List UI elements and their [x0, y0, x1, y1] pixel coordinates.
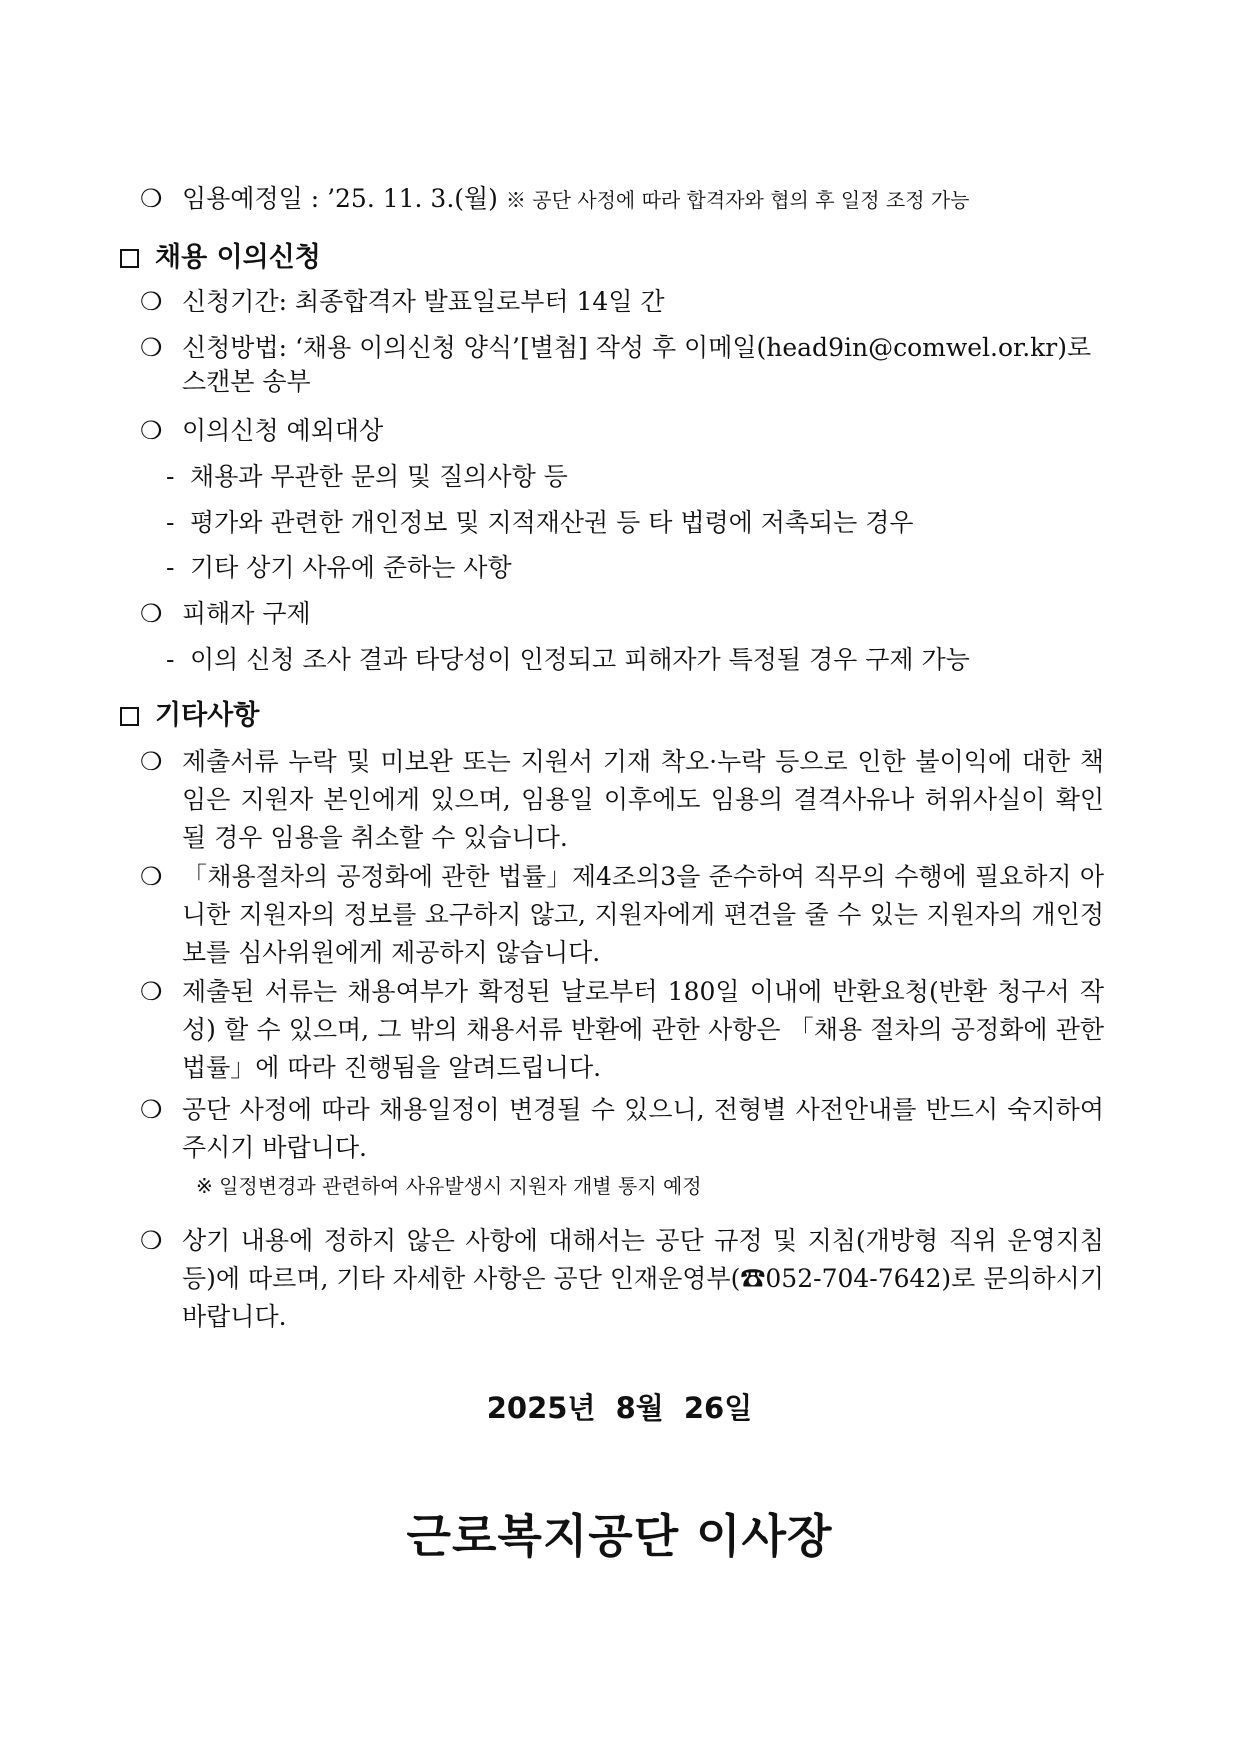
section-title: 채용 이의신청 [155, 242, 321, 273]
misc-item-2: 「채용절차의 공정화에 관한 법률」제4조의3을 준수하여 직무의 수행에 필요하지 아니한 지원자의 정보를 요구하지 않고, 지원자에게 편견을 줄 수 있는 지원자의 개인정보를 심사위원에게 제공하지 않습니다. [182, 862, 1104, 967]
checkbox-square-icon [120, 249, 139, 268]
circle-bullet-icon: ❍ [140, 416, 163, 445]
circle-bullet-icon: ❍ [140, 287, 163, 316]
circle-bullet-icon: ❍ [140, 747, 163, 776]
objection-period: 신청기간: 최종합격자 발표일로부터 14일 간 [182, 287, 665, 316]
misc-item-1: 제출서류 누락 및 미보완 또는 지원서 기재 착오·누락 등으로 인한 불이익에 대한 책임은 지원자 본인에게 있으며, 임용일 이후에도 임용의 결격사유나 허위사실이 확인될 경우 임용을 취소할 수 있습니다. [182, 747, 1104, 852]
circle-bullet-icon: ❍ [140, 333, 163, 362]
circle-bullet-icon: ❍ [140, 977, 163, 1006]
dash-bullet-icon: - [166, 553, 175, 582]
circle-bullet-icon: ❍ [140, 1095, 163, 1124]
circle-bullet-icon: ❍ [140, 184, 163, 213]
issuing-organization: 근로복지공단 이사장 [406, 1509, 833, 1563]
appointment-note: ※ 공단 사정에 따라 합격자와 협의 후 일정 조정 가능 [505, 188, 970, 212]
objection-exceptions-title: 이의신청 예외대상 [182, 416, 384, 445]
objection-method-line2: 스캔본 송부 [182, 367, 311, 396]
exception-item: 평가와 관련한 개인정보 및 지적재산권 등 타 법령에 저촉되는 경우 [190, 508, 914, 537]
document-date: 2025년 8월 26일 [486, 1391, 753, 1425]
misc-item-3: 제출된 서류는 채용여부가 확정된 날로부터 180일 이내에 반환요청(반환 청구서 작성) 할 수 있으며, 그 밖의 채용서류 반환에 관한 사항은 「채용 절차의 공정화에 관한 법률」에 따라 진행됨을 알려드립니다. [182, 977, 1104, 1082]
circle-bullet-icon: ❍ [140, 599, 163, 628]
appointment-line [182, 182, 970, 217]
circle-bullet-icon: ❍ [140, 1226, 163, 1255]
exception-item: 기타 상기 사유에 준하는 사항 [190, 553, 512, 582]
misc-item-4: 공단 사정에 따라 채용일정이 변경될 수 있으니, 전형별 사전안내를 반드시 숙지하여 주시기 바랍니다. [182, 1095, 1104, 1162]
schedule-change-note: ※ 일정변경과 관련하여 사유발생시 지원자 개별 통지 예정 [196, 1174, 702, 1198]
dash-bullet-icon: - [166, 645, 175, 674]
circle-bullet-icon: ❍ [140, 862, 163, 891]
relief-item: 이의 신청 조사 결과 타당성이 인정되고 피해자가 특정될 경우 구제 가능 [190, 645, 970, 674]
exception-item: 채용과 무관한 문의 및 질의사항 등 [190, 462, 568, 491]
checkbox-square-icon [120, 707, 139, 726]
section-heading-misc [120, 698, 259, 734]
objection-method-line1: 신청방법: ‘채용 이의신청 양식’[별첨] 작성 후 이메일(head9in@comwel.or.kr)로 [182, 333, 1092, 362]
misc-item-5: 상기 내용에 정하지 않은 사항에 대해서는 공단 규정 및 지침(개방형 직위 운영지침 등)에 따르며, 기타 자세한 사항은 공단 인재운영부(☎052-704-7642)로 문의하시기 바랍니다. [182, 1226, 1104, 1331]
relief-title: 피해자 구제 [182, 599, 311, 628]
dash-bullet-icon: - [166, 508, 175, 537]
section-heading-objection [120, 240, 321, 276]
section-title: 기타사항 [155, 700, 260, 731]
dash-bullet-icon: - [166, 462, 175, 491]
appointment-label: 임용예정일 : ’25. 11. 3.(월) [182, 184, 498, 213]
